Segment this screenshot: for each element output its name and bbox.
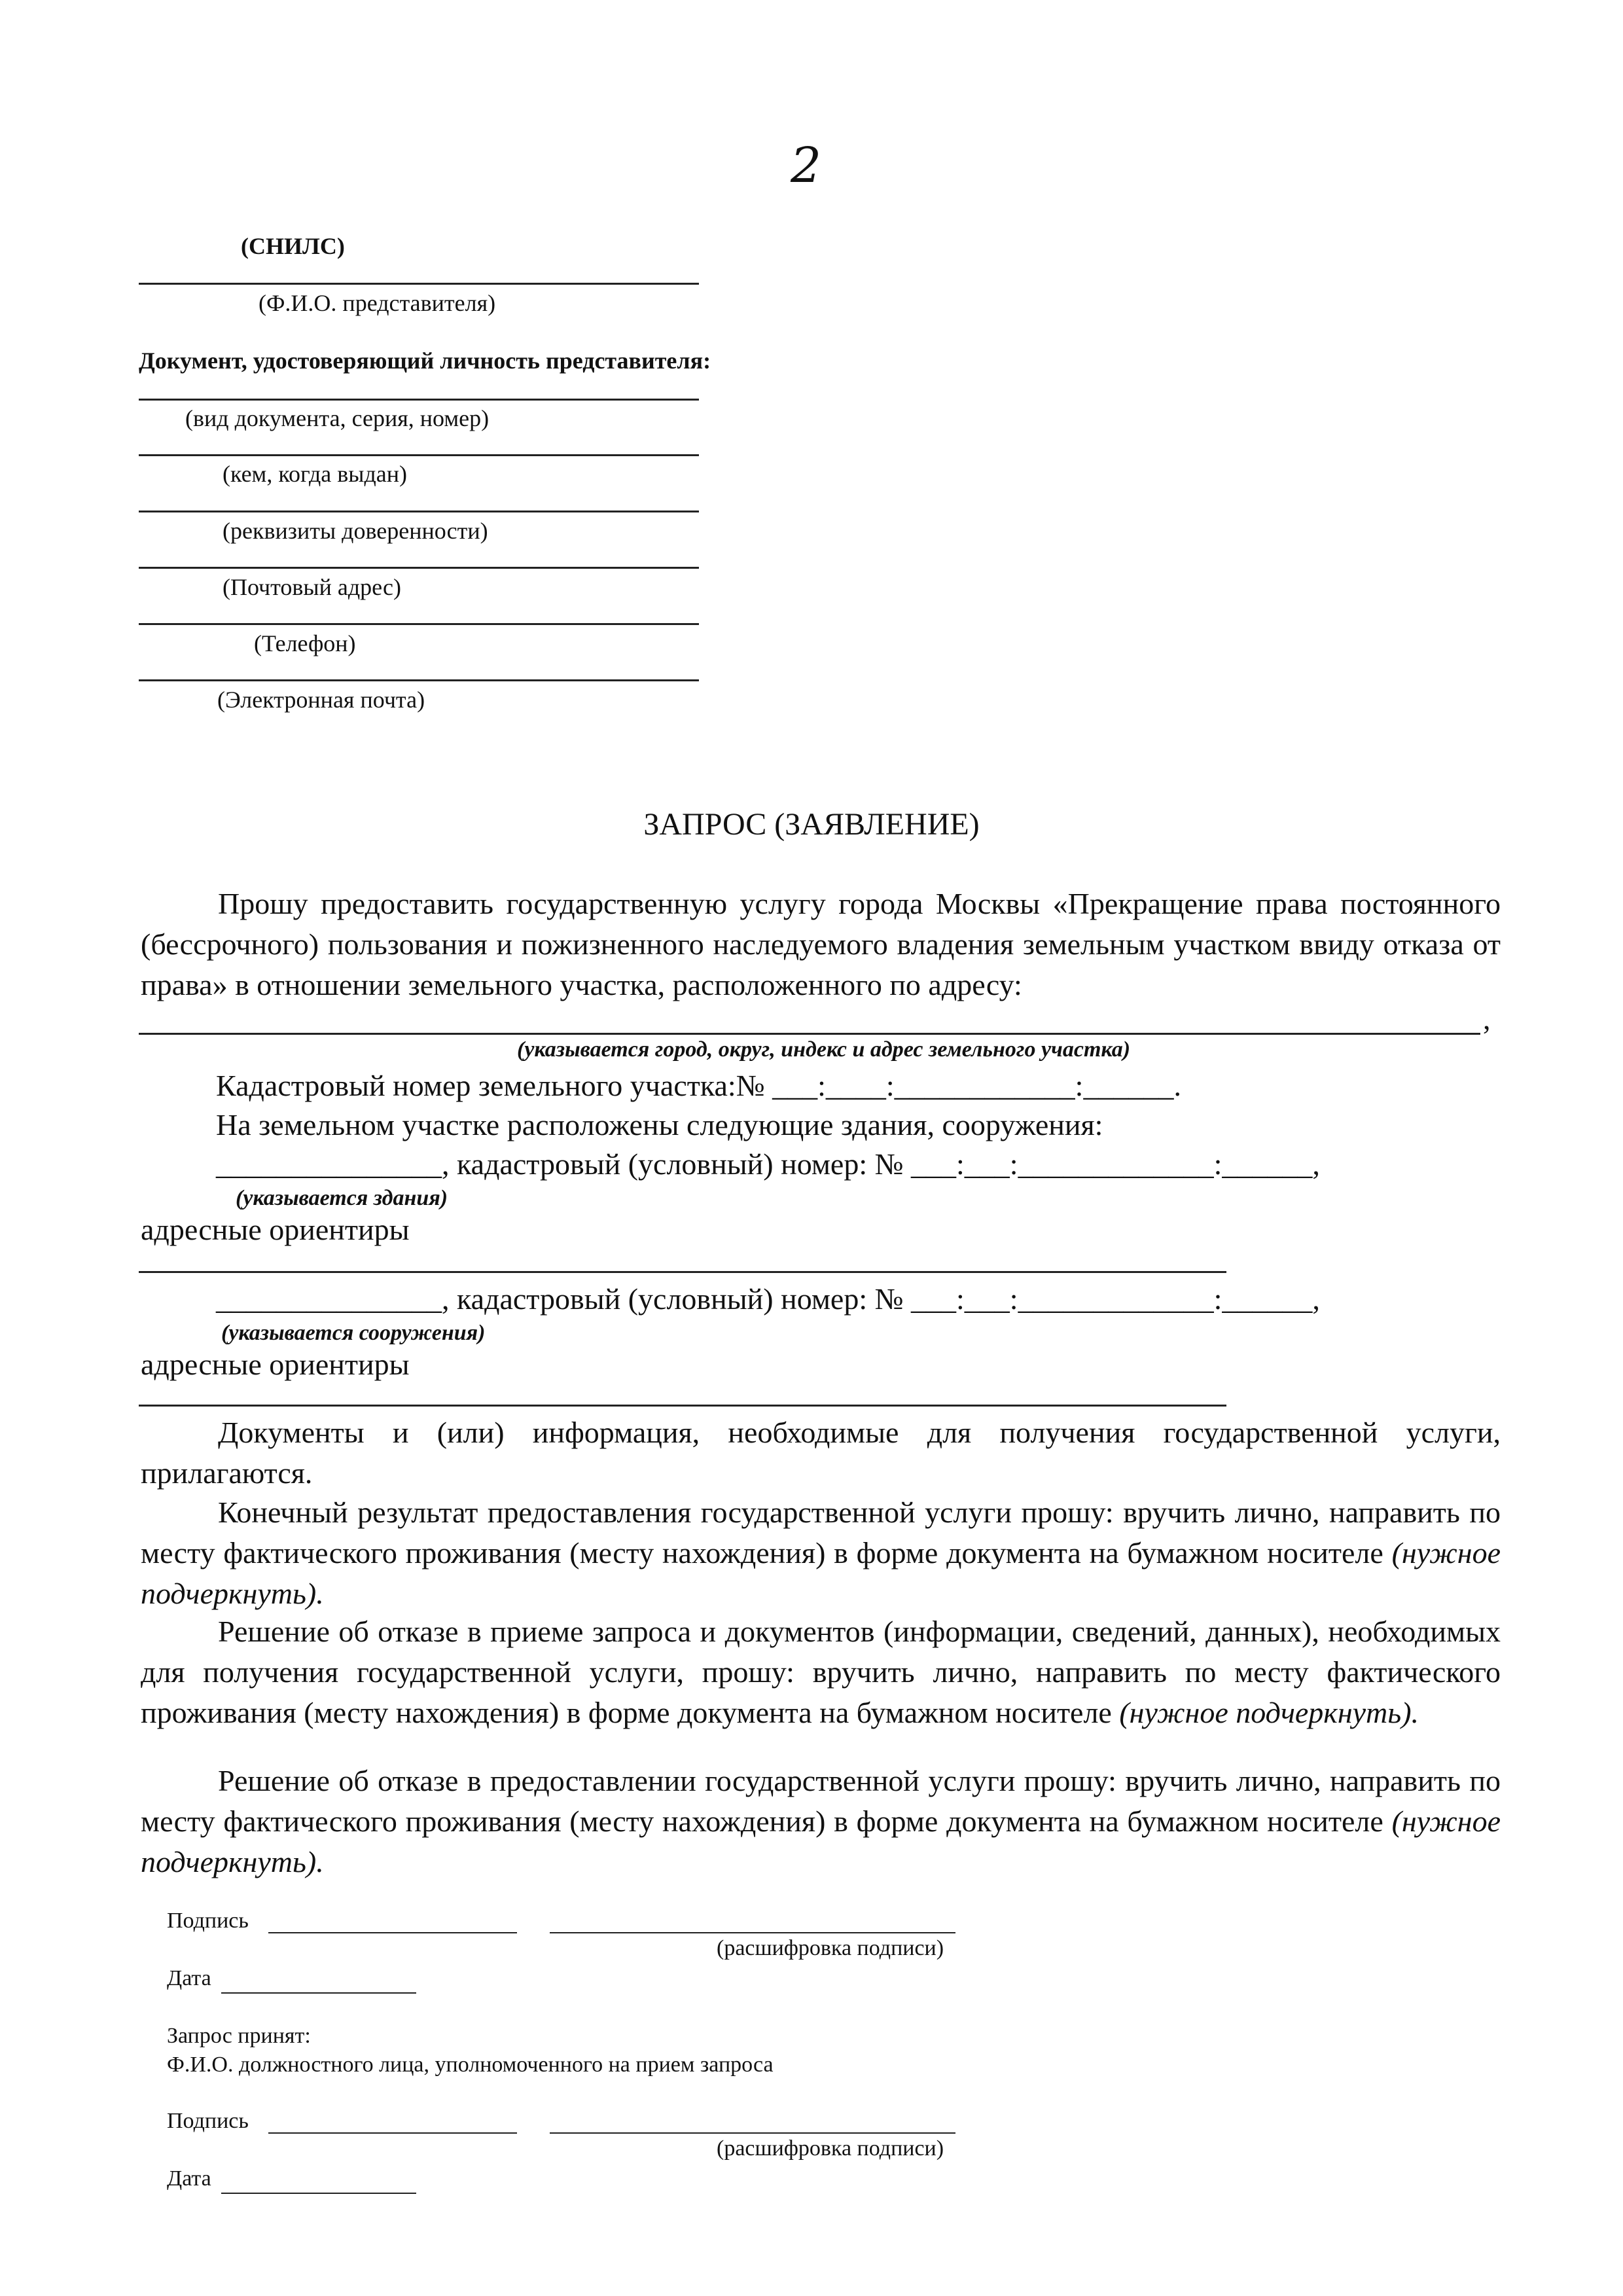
signature-label-1: Подпись xyxy=(167,1909,249,1933)
refusal-accept-underline-note: (нужное подчеркнуть). xyxy=(1119,1696,1419,1729)
refusal-accept-paragraph xyxy=(141,1611,1501,1733)
issued-line xyxy=(139,454,699,456)
signature-line-1 xyxy=(268,1932,517,1933)
signature-line-2 xyxy=(268,2132,517,2134)
refusal-accept-text: Решение об отказе в приеме запроса и документов (информации, сведений, данных), необходимых для получения государственной услуги, прошу: вручить лично, направить по месту фактического проживания (месту нахождения) в форме документа на бумажном носителе xyxy=(141,1615,1501,1729)
postal-label: (Почтовый адрес) xyxy=(223,574,402,600)
date-label-1: Дата xyxy=(167,1966,211,1990)
decipher-line-1 xyxy=(550,1932,955,1933)
result-text: Конечный результат предоставления государственной услуги прошу: вручить лично, направить по месту фактического проживания (месту нахождения) в форме документа на бумажном носителе xyxy=(141,1496,1501,1570)
official-label: Ф.И.О. должностного лица, уполномоченного на прием запроса xyxy=(167,2053,774,2077)
date-line-2 xyxy=(221,2193,416,2194)
fio-rep-label: (Ф.И.О. представителя) xyxy=(259,290,496,316)
landmarks-label-1: адресные ориентиры xyxy=(141,1213,410,1246)
landmarks-label-2: адресные ориентиры xyxy=(141,1348,410,1381)
result-paragraph xyxy=(141,1492,1501,1614)
landmarks-line-1 xyxy=(139,1271,1226,1273)
building-row: _______________, кадастровый (условный) номер: № ___:___:_____________:______, xyxy=(216,1147,1320,1181)
structure-row: _______________, кадастровый (условный) номер: № ___:___:_____________:______, xyxy=(216,1282,1320,1316)
document-title: ЗАПРОС (ЗАЯВЛЕНИЕ) xyxy=(643,807,980,842)
page-number: 2 xyxy=(791,137,822,194)
issued-by-label: (кем, когда выдан) xyxy=(223,461,408,487)
building-caption: (указывается здания) xyxy=(236,1186,448,1210)
postal-line xyxy=(139,567,699,569)
decipher-label-1: (расшифровка подписи) xyxy=(717,1936,944,1960)
email-label: (Электронная почта) xyxy=(217,687,425,713)
phone-label: (Телефон) xyxy=(254,630,356,656)
email-line xyxy=(139,679,699,681)
power-of-attorney-label: (реквизиты доверенности) xyxy=(223,518,488,544)
date-line-1 xyxy=(221,1992,416,1994)
doc-type-label: (вид документа, серия, номер) xyxy=(185,405,490,431)
refusal-service-underline-note: (нужное подчеркнуть). xyxy=(141,1804,1501,1878)
fio-line xyxy=(139,283,699,285)
intro-paragraph: Прошу предоставить государственную услугу города Москвы «Прекращение права постоянного (бессрочного) пользования и пожизненного наследуемого владения земельным участком ввиду отказа от права» в отношении земельного участка, расположенного по адресу: xyxy=(141,887,1501,1001)
date-label-2: Дата xyxy=(167,2166,211,2191)
doc-type-line xyxy=(139,399,699,401)
address-line xyxy=(139,1033,1480,1035)
landmarks-line-2 xyxy=(139,1405,1226,1407)
address-comma: , xyxy=(1483,1002,1491,1035)
structure-caption: (указывается сооружения) xyxy=(221,1321,486,1345)
buildings-line: На земельном участке расположены следующие здания, сооружения: xyxy=(216,1108,1103,1141)
cadastral-number-line: Кадастровый номер земельного участка:№ ___:____:____________:______. xyxy=(216,1069,1181,1102)
poa-line xyxy=(139,511,699,512)
result-underline-note: (нужное подчеркнуть). xyxy=(141,1536,1501,1610)
identity-doc-heading: Документ, удостоверяющий личность представителя: xyxy=(139,348,711,374)
decipher-line-2 xyxy=(550,2132,955,2134)
refusal-service-paragraph xyxy=(141,1761,1501,1882)
accepted-heading: Запрос принят: xyxy=(167,2024,311,2048)
decipher-label-2: (расшифровка подписи) xyxy=(717,2136,944,2161)
signature-label-2: Подпись xyxy=(167,2109,249,2133)
documents-paragraph: Документы и (или) информация, необходимые для получения государственной услуги, прилагаются. xyxy=(141,1416,1501,1490)
phone-line xyxy=(139,623,699,625)
snils-label: (СНИЛС) xyxy=(241,233,345,259)
refusal-service-text: Решение об отказе в предоставлении государственной услуги прошу: вручить лично, направить по месту фактического проживания (месту нахождения) в форме документа на бумажном носителе xyxy=(141,1764,1501,1838)
address-caption: (указывается город, округ, индекс и адрес земельного участка) xyxy=(517,1037,1131,1062)
